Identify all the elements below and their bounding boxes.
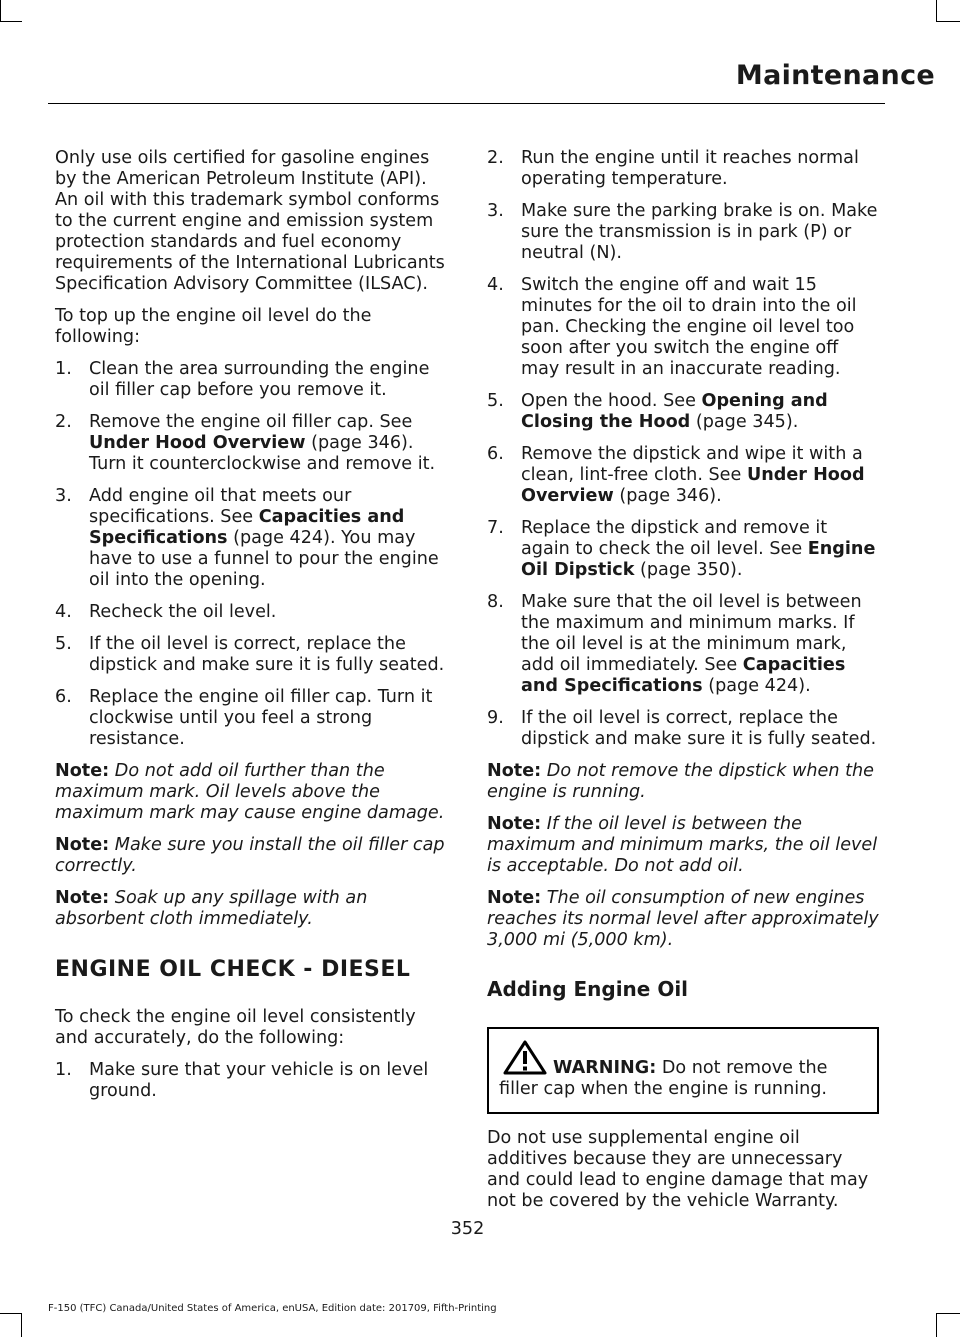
list-item <box>487 148 879 190</box>
step-text: If the oil level is correct, replace the dipstick and make sure it is fully seated. <box>89 634 445 675</box>
step-number: 2. <box>487 148 504 168</box>
list-item <box>487 201 879 264</box>
note-label: Note: <box>487 888 542 908</box>
note <box>487 888 879 951</box>
note-label: Note: <box>55 888 110 908</box>
step-number: 4. <box>55 602 72 622</box>
section-heading: ENGINE OIL CHECK - DIESEL <box>55 957 411 982</box>
warning-label: WARNING: <box>553 1058 657 1078</box>
list-item <box>55 1060 447 1102</box>
crop-mark <box>936 0 937 22</box>
list-item <box>55 687 447 750</box>
step-number: 5. <box>55 634 72 654</box>
list-item <box>55 359 447 401</box>
intro-paragraph: Only use oils certified for gasoline engines by the American Petroleum Institute (API). An oil with this trademark symbol conforms to the current engine and emission system protection standards and fuel economy requirements of the International Lubricants Specification Advisory Committee (ILSAC). <box>55 148 445 294</box>
step-text: Make sure that your vehicle is on level ground. <box>89 1060 429 1101</box>
right-column <box>487 148 879 1223</box>
step-text: (page 345). <box>690 412 799 432</box>
list-item <box>55 602 447 623</box>
step-number: 6. <box>55 687 72 707</box>
crop-mark <box>0 21 22 22</box>
step-text: (page 346). Turn it counterclockwise and remove it. <box>89 433 436 474</box>
cross-reference-link[interactable]: Engine Oil Dipstick <box>521 539 876 580</box>
step-text: Recheck the oil level. <box>89 602 277 622</box>
step-text: Add engine oil that meets our specifications. See <box>89 486 352 527</box>
note-text: The oil consumption of new engines reaches its normal level after approximately 3,000 mi (5,000 km). <box>487 888 879 950</box>
step-text: Open the hood. See <box>521 391 702 411</box>
footer-text: F-150 (TFC) Canada/United States of America, enUSA, Edition date: 201709, Fifth-Printing <box>48 1303 497 1314</box>
step-number: 1. <box>55 359 72 379</box>
cross-reference-link[interactable]: Capacities and Specifications <box>89 507 405 548</box>
cross-reference-link[interactable]: Under Hood Overview <box>521 465 865 506</box>
list-item <box>55 486 447 591</box>
note <box>55 835 447 877</box>
note-text: Make sure you install the oil filler cap correctly. <box>55 835 445 876</box>
note-label: Note: <box>487 761 542 781</box>
step-text: Clean the area surrounding the engine oil filler cap before you remove it. <box>89 359 430 400</box>
note-label: Note: <box>55 835 110 855</box>
crop-mark <box>936 21 960 22</box>
step-text: Replace the dipstick and remove it again to check the oil level. See <box>521 518 828 559</box>
note-label: Note: <box>55 761 110 781</box>
note <box>487 761 879 803</box>
step-number: 9. <box>487 708 504 728</box>
diesel-intro-paragraph: To check the engine oil level consistently and accurately, do the following: <box>55 1007 416 1048</box>
left-column <box>55 148 447 1113</box>
step-number: 3. <box>487 201 504 221</box>
step-text: Make sure that the oil level is between the maximum and minimum marks. If the oil level is at the minimum mark, add oil immediately. See <box>521 592 862 675</box>
cross-reference-link[interactable]: Opening and Closing the Hood <box>521 391 828 432</box>
cross-reference-link[interactable]: Under Hood Overview <box>89 433 306 453</box>
crop-mark <box>0 1313 22 1314</box>
step-text: (page 350). <box>634 560 743 580</box>
crop-mark <box>936 1313 960 1314</box>
list-item <box>487 275 879 380</box>
list-item <box>487 391 879 433</box>
step-number: 2. <box>55 412 72 432</box>
list-item <box>55 412 447 475</box>
note <box>55 761 447 824</box>
step-number: 8. <box>487 592 504 612</box>
list-item <box>487 592 879 697</box>
topup-paragraph: To top up the engine oil level do the following: <box>55 306 372 347</box>
list-item <box>55 634 447 676</box>
page-number: 352 <box>450 1219 485 1239</box>
step-number: 1. <box>55 1060 72 1080</box>
step-text: Replace the engine oil filler cap. Turn it clockwise until you feel a strong resistance. <box>89 687 433 749</box>
step-text: (page 424). You may have to use a funnel to pour the engine oil into the opening. <box>89 528 439 590</box>
note <box>487 814 879 877</box>
cross-reference-link[interactable]: Capacities and Specifications <box>521 655 846 696</box>
step-number: 4. <box>487 275 504 295</box>
step-number: 7. <box>487 518 504 538</box>
step-number: 3. <box>55 486 72 506</box>
list-item <box>487 708 879 750</box>
step-text: (page 346). <box>613 486 722 506</box>
step-text: If the oil level is correct, replace the dipstick and make sure it is fully seated. <box>521 708 877 749</box>
note <box>55 888 447 930</box>
step-text: Remove the dipstick and wipe it with a clean, lint-free cloth. See <box>521 444 863 485</box>
note-label: Note: <box>487 814 542 834</box>
note-text: Do not add oil further than the maximum mark. Oil levels above the maximum mark may cause engine damage. <box>55 761 445 823</box>
crop-mark <box>936 1313 937 1337</box>
step-text: Remove the engine oil filler cap. See <box>89 412 413 432</box>
note-text: Soak up any spillage with an absorbent cloth immediately. <box>55 888 368 929</box>
subsection-heading: Adding Engine Oil <box>487 977 689 1001</box>
step-text: (page 424). <box>702 676 811 696</box>
note-text: Do not remove the dipstick when the engine is running. <box>487 761 874 802</box>
warning-triangle-icon <box>503 1039 547 1075</box>
step-number: 6. <box>487 444 504 464</box>
warning-box <box>487 1027 879 1114</box>
list-item <box>487 518 879 581</box>
crop-mark <box>21 1313 22 1337</box>
page-title: Maintenance <box>735 60 935 91</box>
header-divider <box>48 103 885 104</box>
step-text: Run the engine until it reaches normal operating temperature. <box>521 148 859 189</box>
step-number: 5. <box>487 391 504 411</box>
note-text: If the oil level is between the maximum and minimum marks, the oil level is acceptable. Do not add oil. <box>487 814 878 876</box>
closing-paragraph: Do not use supplemental engine oil additives because they are unnecessary and could lead to engine damage that may not be covered by the vehicle Warranty. <box>487 1128 869 1211</box>
list-item <box>487 444 879 507</box>
step-text: Switch the engine off and wait 15 minutes for the oil to drain into the oil pan. Checking the engine oil level too soon after you switch the engine off may result in an inaccurate reading. <box>521 275 857 379</box>
crop-mark <box>0 0 1 22</box>
warning-text: Do not remove the filler cap when the engine is running. <box>499 1058 828 1099</box>
step-text: Make sure the parking brake is on. Make sure the transmission is in park (P) or neutral (N). <box>521 201 878 263</box>
